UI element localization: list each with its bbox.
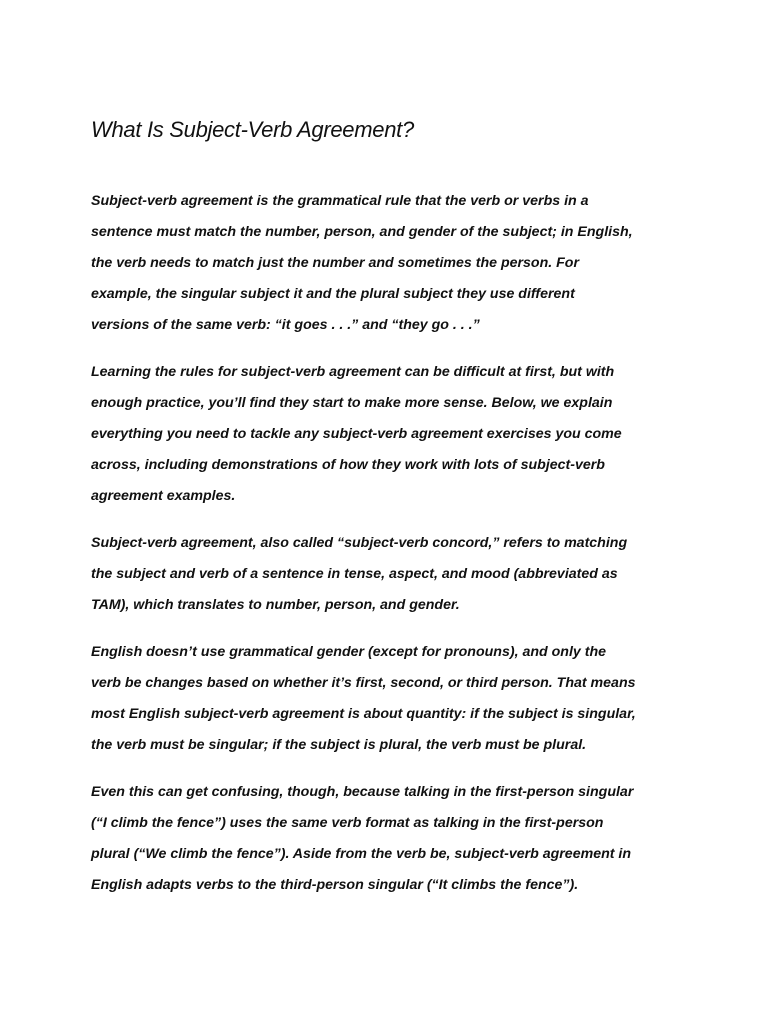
page-title: What Is Subject-Verb Agreement? [91, 117, 414, 142]
text-line: Learning the rules for subject-verb agreement can be difficult at first, but with [91, 364, 615, 380]
text-line: agreement examples. [91, 488, 236, 504]
text-line: example, the singular subject it and the plural subject they use different [91, 286, 575, 302]
text-line: Subject-verb agreement is the grammatical rule that the verb or verbs in a [91, 193, 589, 209]
text-line: sentence must match the number, person, and gender of the subject; in English, [91, 224, 633, 240]
document-body [91, 186, 681, 917]
text-line: the verb needs to match just the number and sometimes the person. For [91, 255, 579, 271]
text-line: the verb must be singular; if the subject is plural, the verb must be plural. [91, 737, 587, 753]
paragraph-2 [91, 357, 681, 512]
text-line: the subject and verb of a sentence in tense, aspect, and mood (abbreviated as [91, 566, 618, 582]
text-line: Subject-verb agreement, also called “subject-verb concord,” refers to matching [91, 535, 628, 551]
text-line: English doesn’t use grammatical gender (except for pronouns), and only the [91, 644, 607, 660]
text-line: most English subject-verb agreement is about quantity: if the subject is singular, [91, 706, 636, 722]
paragraph-4 [91, 637, 681, 761]
text-line: English adapts verbs to the third-person singular (“It climbs the fence”). [91, 877, 579, 893]
paragraph-5 [91, 777, 681, 901]
text-line: enough practice, you’ll find they start to make more sense. Below, we explain [91, 395, 613, 411]
paragraph-3 [91, 528, 681, 621]
text-line: verb be changes based on whether it’s first, second, or third person. That means [91, 675, 636, 691]
paragraph-1 [91, 186, 681, 341]
text-line: plural (“We climb the fence”). Aside from the verb be, subject-verb agreement in [91, 846, 632, 862]
text-line: TAM), which translates to number, person, and gender. [91, 597, 460, 613]
text-line: everything you need to tackle any subject-verb agreement exercises you come [91, 426, 622, 442]
text-line: versions of the same verb: “it goes . . .” and “they go . . .” [91, 317, 480, 333]
text-line: Even this can get confusing, though, because talking in the first-person singular [91, 784, 634, 800]
text-line: across, including demonstrations of how they work with lots of subject-verb [91, 457, 605, 473]
text-line: (“I climb the fence”) uses the same verb format as talking in the first-person [91, 815, 604, 831]
